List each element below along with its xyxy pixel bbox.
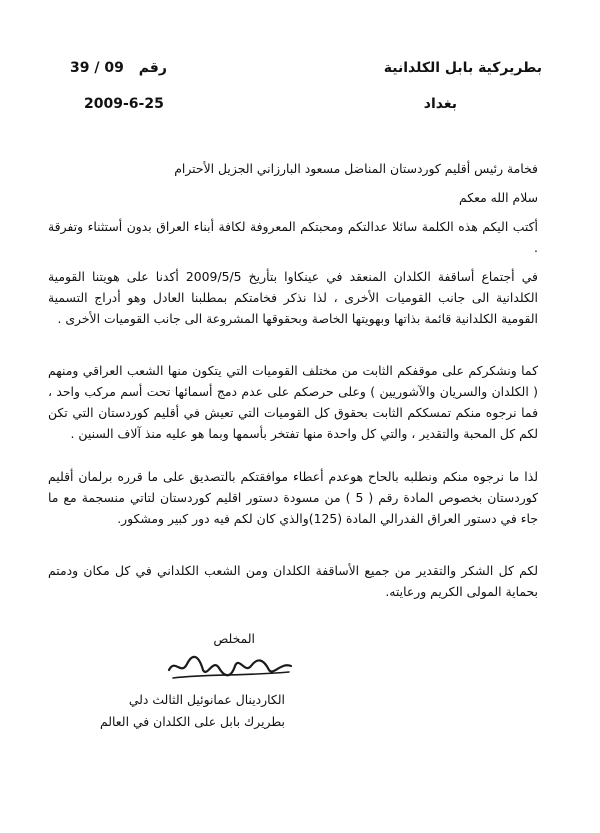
addressee-line: فخامة رئيس أقليم كوردستان المناضل مسعود البارزاني الجزيل الأحترام: [174, 161, 538, 176]
paragraph-3: كما ونشكركم على موقفكم الثابت من مختلف القوميات التي يتكون منها الشعب العراقي ومنهم ( الكلدان والسريان والآشوريين ) وعلى حرصكم على عدم دمج أسمائها تحت أسم مركب واحد ، فما نرجوه منكم تمسككم الثابت بحقوق كل القوميات التي تعيش في أقليم كوردستان التي تكن لكم كل المحبة والتقدير ، والتي كل واحدة منها تفتخر بأسمها وبما هو عليه منذ آلاف السنين .: [48, 363, 538, 441]
letter-date: 2009-6-25: [84, 96, 164, 112]
signatory-name: الكاردينال عمانوئيل الثالث دلي: [128, 692, 285, 707]
paragraph-4: لذا ما نرجوه منكم ونطلبه بالحاح هوعدم أعطاء موافقتكم بالتصديق على ما قرره برلمان أقليم كوردستان بخصوص المادة رقم ( 5 ) من مسودة دستور اقليم كوردستان لتاتي منسجمة مع ما جاء في دستور العراق الفدرالي المادة (125)والذي كان لكم فيه دور كبير ومشكور.: [48, 469, 539, 526]
reference-number: [70, 60, 167, 76]
closing-sincerely: المخلص: [213, 631, 255, 646]
signatory-title: بطريرك بابل على الكلدان في العالم: [100, 714, 285, 729]
handwritten-signature: [165, 648, 295, 684]
paragraph-5: لكم كل الشكر والتقدير من جميع الأساقفة الكلدان ومن الشعب الكلداني في كل مكان ودمتم بحماية المولى الكريم ورعايته.: [48, 563, 538, 599]
paragraph-2: في أجتماع أساقفة الكلدان المنعقد في عينكاوا بتأريخ 2009/5/5 أكدنا على هويتنا القومية الكلدانية الى جانب القوميات الأخرى ، لذا نذكر فخامتكم بمطلبنا العادل وهو أدراج التسمية القومية الكلدانية قائمة بذاتها وبهويتها الخاصة وبحقوقها المشروعة الى جانب القوميات الأخرى .: [48, 269, 538, 326]
greeting-line: سلام الله معكم: [459, 190, 538, 205]
sender-name: بطريركية بابل الكلدانية: [383, 60, 542, 76]
sender-city: بغداد: [423, 96, 457, 112]
reference-number-value: 39 / 09: [70, 60, 124, 76]
paragraph-1: أكتب اليكم هذه الكلمة سائلا عدالتكم ومحبتكم المعروفة لكافة أبناء العراق بدون أستثناء وتفرقة .: [48, 219, 538, 255]
reference-number-label: رقم: [138, 60, 167, 76]
